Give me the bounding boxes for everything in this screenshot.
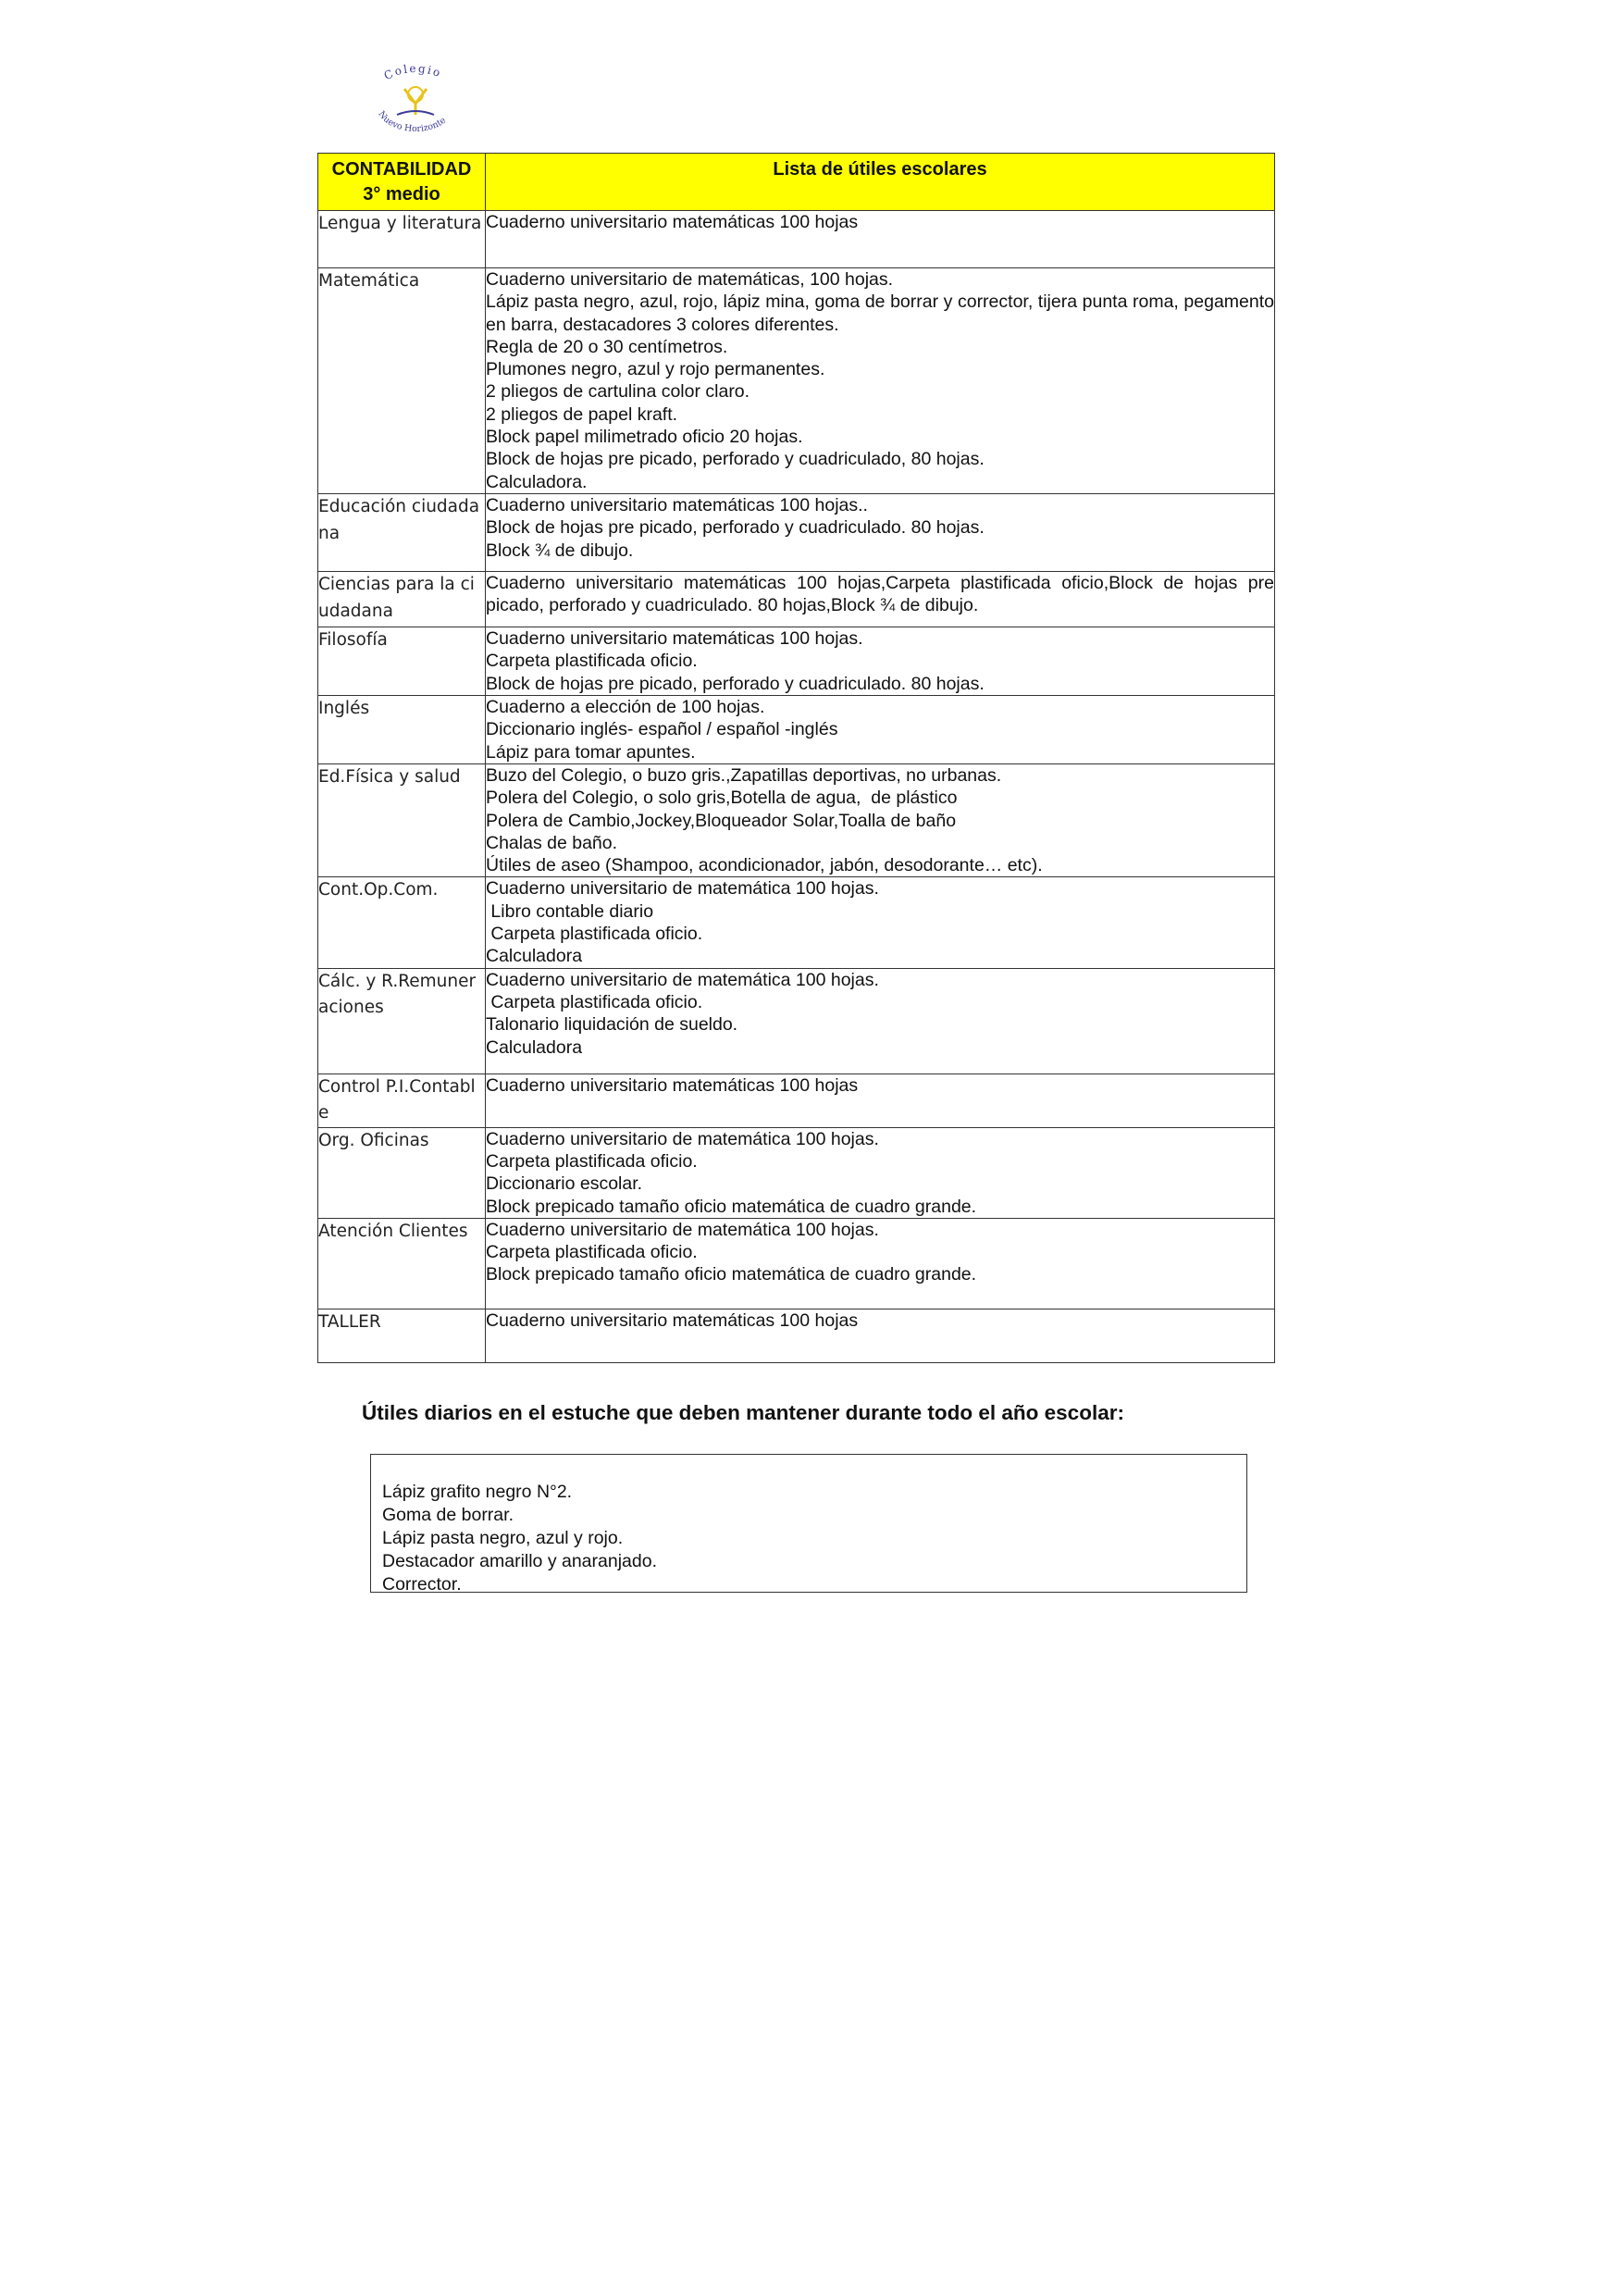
supply-item: Block de hojas pre picado, perforado y cuadriculado. 80 hojas. [486,517,985,539]
supply-item: Polera del Colegio, o solo gris,Botella de agua, de plástico [486,788,958,809]
supply-item: Carpeta plastificada oficio. [486,1242,698,1263]
subject-cell: Ciencias para la ciudadana [318,572,486,627]
daily-supply-item: Goma de borrar. [382,1505,514,1525]
supplies-cell [486,764,1275,877]
table-row [318,968,1275,1074]
school-crest-icon [364,63,467,137]
supplies-cell [486,1127,1275,1218]
daily-supply-item: Destacador amarillo y anaranjado. [382,1551,657,1571]
subject-cell: Cont.Op.Com. [318,877,486,968]
supply-item: 2 pliegos de papel kraft. [486,403,678,425]
supply-item: Talonario liquidación de sueldo. [486,1014,738,1036]
header-list-title: Lista de útiles escolares [486,154,1275,211]
table-row [318,696,1275,764]
supply-item: Útiles de aseo (Shampoo, acondicionador, jabón, desodorante… etc). [486,855,1043,876]
supply-item: Cuaderno universitario de matemática 100 hojas. [486,969,879,990]
supply-item: Cuaderno universitario de matemática 100 hojas. [486,1219,879,1240]
supply-item: Cuaderno universitario de matemática 100 hojas. [486,1128,879,1149]
svg-text:Nuevo Horizonte: Nuevo Horizonte [376,109,449,135]
subject-cell: Matemática [318,268,486,494]
supplies-cell [486,1074,1275,1127]
table-row [318,764,1275,877]
daily-supply-item: Lápiz pasta negro, azul y rojo. [382,1528,624,1548]
supply-item: Carpeta plastificada oficio. [486,991,703,1012]
supply-item: Lápiz para tomar apuntes. [486,741,696,763]
supply-item: Block papel milimetrado oficio 20 hojas. [486,427,803,448]
subject-cell: Atención Clientes [318,1218,486,1309]
supplies-cell [486,1218,1275,1309]
supplies-cell [486,627,1275,696]
supplies-cell [486,968,1275,1074]
supply-item: Block prepicado tamaño oficio matemática de cuadro grande. [486,1264,977,1285]
table-row [318,1309,1275,1362]
table-row [318,211,1275,268]
supply-item: Carpeta plastificada oficio. [486,924,703,945]
supplies-cell [486,572,1280,627]
supply-item: Carpeta plastificada oficio. [486,1150,698,1172]
supply-item: Block ¾ de dibujo. [486,540,634,561]
supply-item: Carpeta plastificada oficio. [486,651,698,672]
supply-item: Cuaderno universitario de matemáticas, 100 hojas. [486,269,894,290]
table-row [318,627,1275,696]
subject-cell: Cálc. y R.Remuneraciones [318,968,486,1074]
supply-item: Block prepicado tamaño oficio matemática de cuadro grande. [486,1196,977,1217]
subject-cell: Filosofía [318,627,486,696]
table-row [318,1127,1275,1218]
daily-supplies-title: Útiles diarios en el estuche que deben mantener durante todo el año escolar: [362,1401,1124,1424]
header-course: CONTABILIDAD 3° medio [318,154,486,211]
supplies-cell [486,877,1275,968]
table-body [318,211,1280,1363]
subject-cell: TALLER [318,1309,486,1362]
supplies-cell [486,268,1280,494]
supply-item: Cuaderno universitario matemáticas 100 hojas [486,1074,859,1096]
table-row [318,268,1275,494]
supply-item: Chalas de baño. [486,832,618,853]
supply-item: Plumones negro, azul y rojo permanentes. [486,359,825,380]
supplies-cell [486,1309,1275,1362]
supply-item: Regla de 20 o 30 centímetros. [486,336,728,357]
supply-item: Cuaderno universitario matemáticas 100 hojas,Carpeta plastificada oficio,Block de hojas pre picado, perforado y cuadriculado. 80 hojas,Block ¾ de dibujo. [486,573,1280,616]
subject-cell: Org. Oficinas [318,1127,486,1218]
subject-cell: Inglés [318,696,486,764]
school-logo [364,63,467,137]
supply-item: Diccionario inglés- español / español -inglés [486,719,838,740]
daily-supply-item: Corrector. [382,1574,462,1595]
supply-item: Cuaderno universitario matemáticas 100 hojas.. [486,495,868,515]
table-header [318,154,1275,211]
supply-item: Lápiz pasta negro, azul, rojo, lápiz mina, goma de borrar y corrector, tijera punta roma, pegamento en barra, destacadores 3 colores diferentes. [486,292,1280,335]
supplies-cell [486,494,1275,572]
subject-cell: Ed.Física y salud [318,764,486,877]
daily-supply-item: Lápiz grafito negro N°2. [382,1482,573,1502]
supply-item: Calculadora [486,1036,583,1058]
svg-text:Colegio: Colegio [381,63,444,83]
supply-item: Calculadora. [486,471,588,492]
supply-item: Libro contable diario [486,900,654,922]
supply-item: Polera de Cambio,Jockey,Bloqueador Solar,Toalla de baño [486,810,957,831]
subject-cell: Control P.I.Contable [318,1074,486,1127]
supply-item: Buzo del Colegio, o buzo gris.,Zapatillas deportivas, no urbanas. [486,765,1002,786]
supply-item: Diccionario escolar. [486,1173,643,1195]
supply-item: Cuaderno a elección de 100 hojas. [486,697,765,717]
supply-item: Cuaderno universitario matemáticas 100 hojas. [486,628,863,649]
supply-item: Block de hojas pre picado, perforado y cuadriculado, 80 hojas. [486,449,985,470]
supply-item: Cuaderno universitario matemáticas 100 hojas [486,212,859,232]
supply-item: 2 pliegos de cartulina color claro. [486,381,750,403]
supply-item: Cuaderno universitario matemáticas 100 hojas [486,1309,859,1331]
supply-item: Calculadora [486,946,583,967]
subject-cell: Educación ciudadana [318,494,486,572]
table-row [318,1074,1275,1127]
table-row [318,1218,1275,1309]
table-row [318,494,1275,572]
table-row [318,572,1275,627]
table-row [318,877,1275,968]
supply-item: Cuaderno universitario de matemática 100 hojas. [486,878,879,900]
subject-cell: Lengua y literatura [318,211,486,268]
supply-item: Block de hojas pre picado, perforado y cuadriculado. 80 hojas. [486,673,985,694]
daily-supplies-box [370,1454,1247,1593]
supplies-table [317,153,1280,1363]
supplies-cell [486,696,1275,764]
supplies-cell [486,211,1275,268]
